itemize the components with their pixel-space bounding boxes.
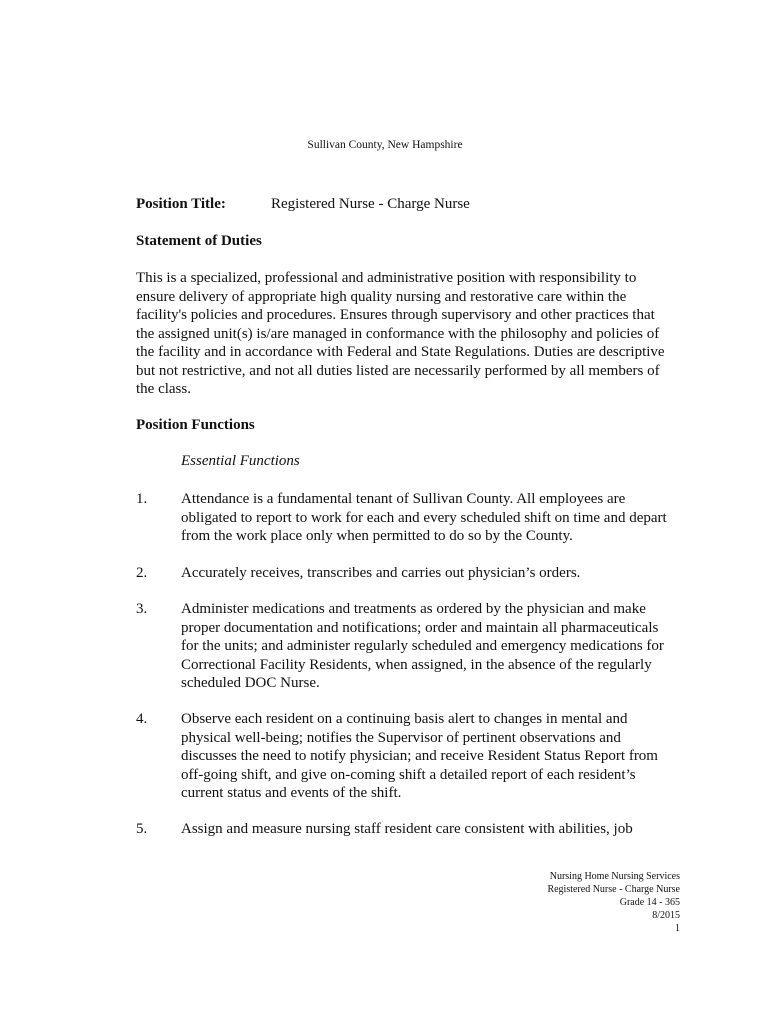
- function-item: [136, 490, 676, 546]
- item-number: 5.: [136, 821, 148, 837]
- function-item: [136, 564, 676, 583]
- position-title-row: [136, 196, 470, 213]
- item-number: 2.: [136, 565, 148, 581]
- position-title-label: Position Title:: [136, 196, 226, 212]
- footer-date: 8/2015: [652, 910, 680, 921]
- item-text: Attendance is a fundamental tenant of Sullivan County. All employees are obligated to report to work for each and every scheduled shift on time and depart from the work place only when permitted to do so by the County.: [181, 491, 667, 544]
- footer-grade: Grade 14 - 365: [619, 897, 680, 908]
- essential-functions-subheading: Essential Functions: [181, 453, 300, 469]
- function-item: [136, 820, 676, 839]
- item-number: 4.: [136, 711, 148, 727]
- position-title-value: Registered Nurse - Charge Nurse: [271, 196, 470, 212]
- item-number: 1.: [136, 491, 148, 507]
- item-text: Observe each resident on a continuing basis alert to changes in mental and physical well-being; notifies the Supervisor of pertinent observations and discusses the need to notify physician; and receive Resident Status Report from off-going shift, and give on-coming shift a detailed report of each resident’s current status and events of the shift.: [181, 711, 658, 801]
- functions-heading: Position Functions: [136, 417, 255, 433]
- item-text: Accurately receives, transcribes and carries out physician’s orders.: [181, 565, 581, 581]
- footer-department: Nursing Home Nursing Services: [549, 871, 680, 882]
- document-footer: [547, 870, 680, 935]
- function-item: [136, 600, 676, 693]
- statement-body: This is a specialized, professional and administrative position with responsibility to ensure delivery of appropriate high quality nursing and restorative care within the facility's policies and procedures. Ensures through supervisory and other practices that the assigned unit(s) is/are managed in conformance with the philosophy and policies of the facility and in accordance with Federal and State Regulations. Duties are descriptive but not restrictive, and not all duties listed are necessarily performed by all members of the class.: [136, 270, 665, 397]
- footer-position: Registered Nurse - Charge Nurse: [547, 884, 680, 895]
- item-text: Assign and measure nursing staff resident care consistent with abilities, job: [181, 821, 633, 837]
- statement-heading: Statement of Duties: [136, 233, 262, 249]
- function-item: [136, 710, 676, 803]
- item-text: Administer medications and treatments as ordered by the physician and make proper documentation and notifications; order and maintain all pharmaceuticals for the units; and administer regularly scheduled and emergency medications for Correctional Facility Residents, when assigned, in the absence of the regularly scheduled DOC Nurse.: [181, 601, 664, 691]
- item-number: 3.: [136, 601, 148, 617]
- document-header: Sullivan County, New Hampshire: [307, 139, 463, 151]
- page-number: 1: [675, 923, 680, 934]
